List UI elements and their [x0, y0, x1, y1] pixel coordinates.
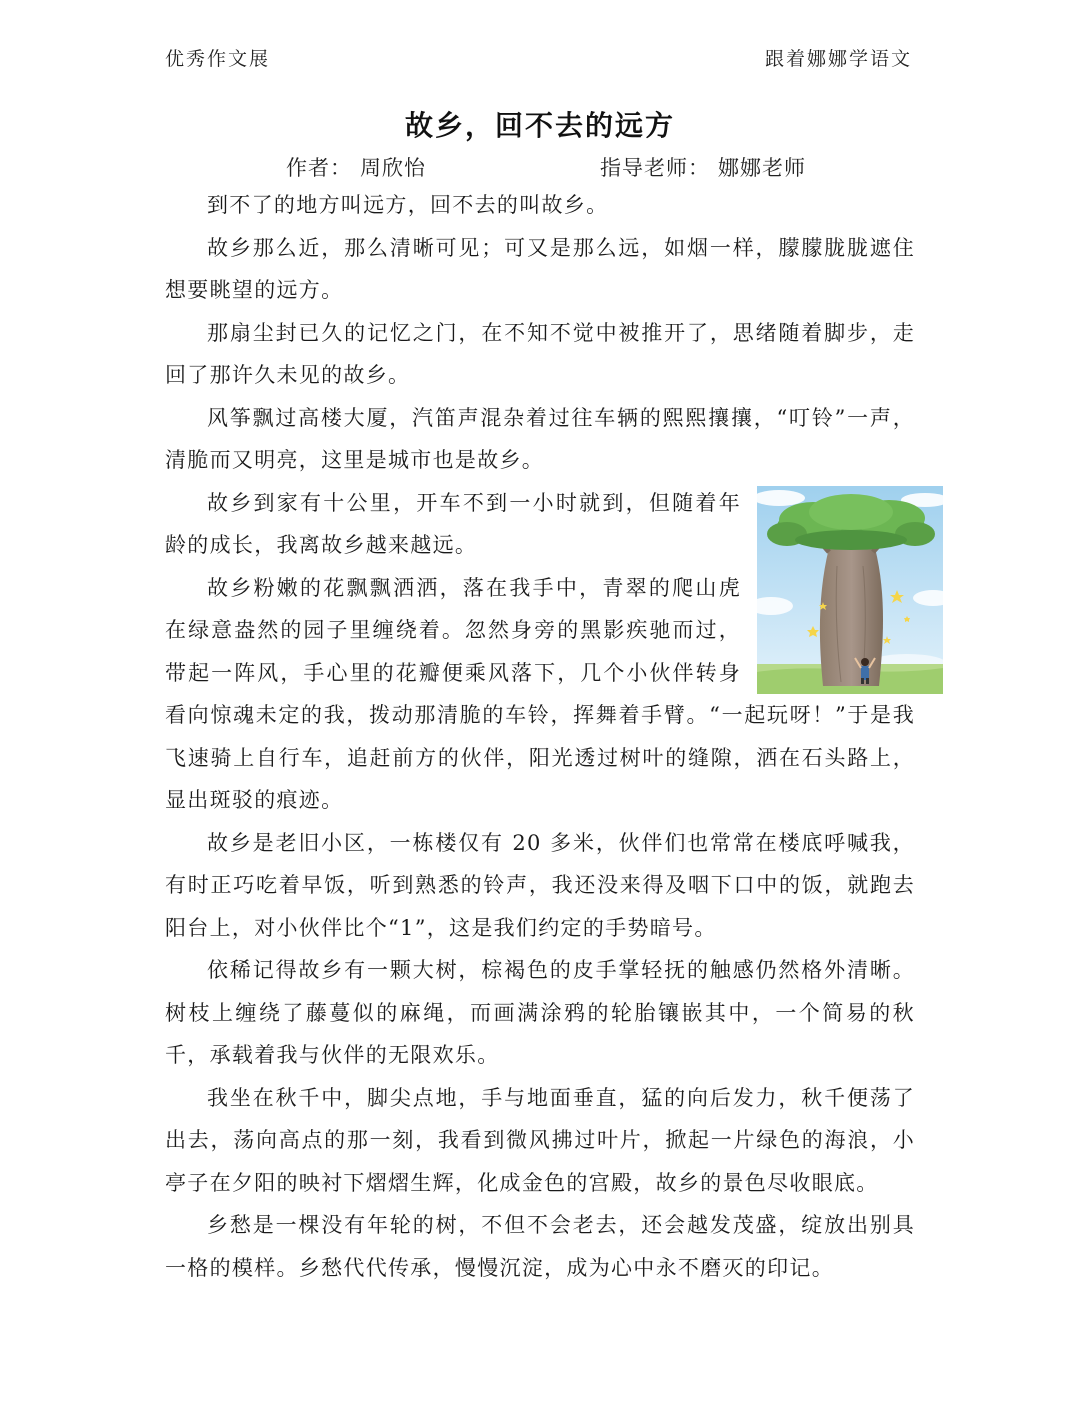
baobab-tree-illustration — [757, 486, 943, 694]
author-name: 周欣怡 — [360, 156, 426, 180]
teacher-label: 指导老师： — [600, 156, 710, 180]
paragraph-7: 故乡是老旧小区，一栋楼仅有 20 多米，伙伴们也常常在楼底呼喊我，有时正巧吃着早饭，听到熟悉的铃声，我还没来得及咽下口中的饭，就跑去阳台上，对小伙伴比个“1”，这是我们约定的手势暗号。 — [165, 830, 915, 940]
paragraph-3: 那扇尘封已久的记忆之门，在不知不觉中被推开了，思绪随着脚步，走回了那许久未见的故乡。 — [165, 320, 915, 387]
author-label: 作者： — [286, 156, 352, 180]
paragraph-8: 依稀记得故乡有一颗大树，棕褐色的皮手掌轻抚的触感仍然格外清晰。树枝上缠绕了藤蔓似的麻绳，而画满涂鸦的轮胎镶嵌其中，一个简易的秋千，承载着我与伙伴的无限欢乐。 — [165, 958, 915, 1067]
header-right-label: 跟着娜娜学语文 — [764, 48, 912, 70]
essay-body — [165, 184, 915, 1289]
author-line — [286, 152, 426, 182]
header-left-label: 优秀作文展 — [165, 48, 271, 70]
paragraph-10: 乡愁是一棵没有年轮的树，不但不会老去，还会越发茂盛，绽放出别具一格的模样。乡愁代代传承，慢慢沉淀，成为心中永不磨灭的印记。 — [165, 1213, 915, 1280]
paragraph-5: 故乡到家有十公里，开车不到一小时就到，但随着年龄的成长，我离故乡越来越远。 — [165, 490, 741, 557]
paragraph-6: 故乡粉嫩的花飘飘洒洒，落在我手中，青翠的爬山虎在绿意盎然的园子里缠绕着。忽然身旁的黑影疾驰而过，带起一阵风，手心里的花瓣便乘风落下，几个小伙伴转身看向惊魂未定的我，拨动那清脆的车铃，挥舞着手臂。“一起玩呀！”于是我飞速骑上自行车，追赶前方的伙伴，阳光透过树叶的缝隙，洒在石头路上，显出斑驳的痕迹。 — [165, 575, 915, 812]
paragraph-2: 故乡那么近，那么清晰可见；可又是那么远，如烟一样，朦朦胧胧遮住想要眺望的远方。 — [165, 235, 915, 302]
paragraph-1: 到不了的地方叫远方，回不去的叫故乡。 — [207, 193, 609, 217]
teacher-line — [600, 152, 806, 182]
paragraph-9: 我坐在秋千中，脚尖点地，手与地面垂直，猛的向后发力，秋千便荡了出去，荡向高点的那一刻，我看到微风拂过叶片，掀起一片绿色的海浪，小亭子在夕阳的映衬下熠熠生辉，化成金色的宫殿，故乡的景色尽收眼底。 — [165, 1085, 915, 1195]
teacher-name: 娜娜老师 — [718, 156, 806, 180]
paragraph-4: 风筝飘过高楼大厦，汽笛声混杂着过往车辆的熙熙攘攘，“叮铃”一声，清脆而又明亮，这里是城市也是故乡。 — [165, 405, 915, 472]
essay-title: 故乡，回不去的远方 — [404, 109, 675, 142]
